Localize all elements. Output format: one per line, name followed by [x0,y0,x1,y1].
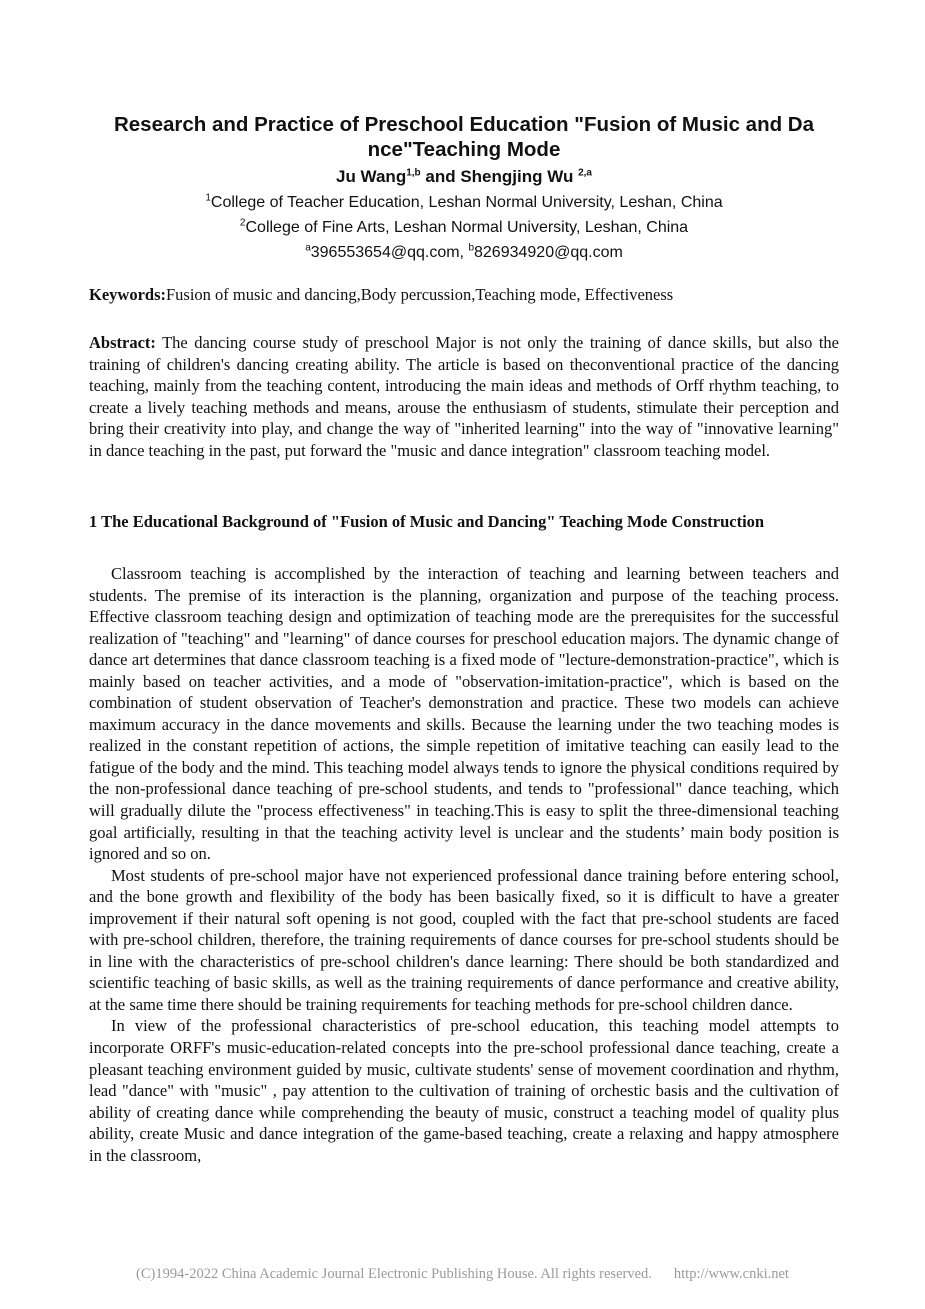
email-address: 826934920@qq.com [474,244,623,261]
affiliation-text: College of Teacher Education, Leshan Normal University, Leshan, China [210,194,723,211]
keywords-text: Fusion of music and dancing,Body percussion,Teaching mode, Effectiveness [166,285,674,304]
affiliation-superscript: 2 [239,217,246,229]
email-address: 396553654@qq.com, [310,244,469,261]
affiliation-superscript: 1 [205,192,211,204]
affiliation-text: College of Fine Arts, Leshan Normal University, Leshan, China [245,219,689,236]
footer-url: http://www.cnki.net [673,1266,789,1282]
paper-title: Research and Practice of Preschool Education "Fusion of Music and Da nce"Teaching Mode [113,113,815,161]
author-name: Ju Wang [336,167,407,186]
body-paragraph: Most students of pre-school major have not experienced professional dance training before entering school, and the bone growth and flexibility of the body has been basically fixed, so it is difficult to have a greater improvement if their natural soft opening is not good, coupled with the fact that pre-school students are faced with pre-school children, therefore, the training requirements of dance courses for pre-school students should be in line with the characteristics of pre-school children's dance learning: There should be both standardized and scientific teaching of basic skills, as well as the training requirements of dance performance and creative ability, at the same time there should be training requirements for teaching methods for pre-school children dance. [89,865,839,1014]
body-paragraph: Classroom teaching is accomplished by the interaction of teaching and learning between teachers and students. The premise of its interaction is the planning, organization and purpose of the teaching process. Effective classroom teaching design and optimization of teaching mode are the prerequisites for the successful realization of "teaching" and "learning" of dance courses for preschool education majors. The dynamic change of dance art determines that dance classroom teaching is a fixed mode of "lecture-demonstration-practice", which is mainly based on teacher activities, and a mode of "observation-imitation-practice", which is based on the combination of student observation of Teacher's demonstration and practice. These two models can achieve maximum accuracy in the dance movements and skills. Because the learning under the two teaching modes is realized in the constant repetition of actions, the simple repetition of imitative teaching can easily lead to the fatigue of the body and the mind. This teaching model always tends to ignore the physical conditions required by the non-professional dance teaching of pre-school students, and tends to "professional" dance teaching, which will gradually dilute the "process effectiveness" in teaching.This is easy to split the three-dimensional teaching goal artificially, resulting in that the teaching activity level is unclear and the students’ main body position is ignored and so on. [89,564,839,864]
section-heading: 1 The Educational Background of "Fusion of Music and Dancing" Teaching Mode Construction [89,512,765,531]
email-line [88,243,840,263]
page-footer [0,1265,925,1283]
abstract-label: Abstract: [89,333,156,352]
copyright-notice: (C)1994-2022 China Academic Journal Electronic Publishing House. All rights reserved. [136,1266,652,1282]
body-paragraph: In view of the professional characteristics of pre-school education, this teaching model attempts to incorporate ORFF's music-education-related concepts into the pre-school professional dance teaching, create a pleasant teaching environment guided by music, cultivate students' sense of movement coordination and rhythm, lead "dance" with "music" , pay attention to the cultivation of training of orchestic basis and the cultivation of ability of creating dance while comprehending the beauty of music, construct a teaching model of quality plus ability, create Music and dance integration of the game-based teaching, create a relaxing and happy atmosphere in the classroom, [89,1016,839,1165]
author-superscript: 2,a [578,167,592,179]
author-conjunction: and [420,167,461,186]
keywords [89,285,840,305]
section-body [89,563,839,1166]
affiliation-2 [88,218,840,238]
abstract-text: The dancing course study of preschool Major is not only the training of dance skills, but also the training of children's dancing creating ability. The article is based on theconventional practice of the dancing teaching, mainly from the teaching content, introducing the main ideas and methods of Orff rhythm teaching, to create a lively teaching methods and means, arouse the enthusiasm of students, stimulate their perception and bring their creativity into play, and change the way of "inherited learning" into the way of "innovative learning" in dance teaching in the past, put forward the "music and dance integration" classroom teaching model. [89,333,839,460]
email-superscript: a [305,242,311,254]
email-superscript: b [468,242,474,254]
abstract [89,332,839,461]
author-line [88,166,840,188]
author-superscript: 1,b [406,167,421,179]
affiliation-1 [88,193,840,213]
author-name: Shengjing Wu [460,167,574,186]
keywords-label: Keywords: [89,285,166,304]
